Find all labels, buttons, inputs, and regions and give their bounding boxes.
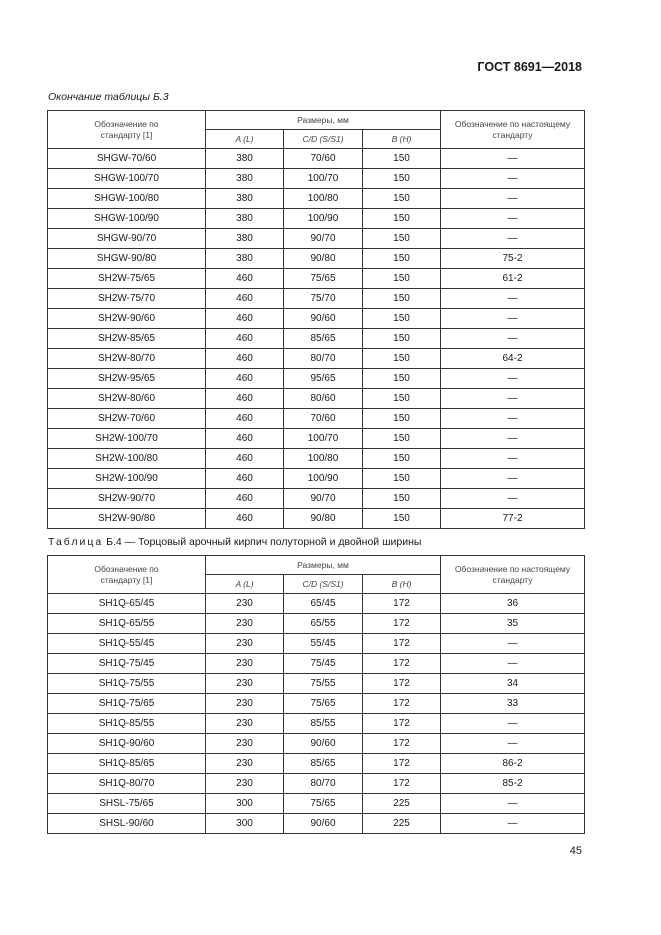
table-cell: —: [441, 634, 585, 654]
table-cell: 150: [363, 329, 441, 349]
table-cell: 380: [206, 149, 284, 169]
table-cell: 460: [206, 469, 284, 489]
table-row: [48, 469, 585, 489]
table-cell: 230: [206, 674, 284, 694]
header-designation: Обозначение по стандарту [1]: [48, 556, 206, 594]
table-cell: 230: [206, 754, 284, 774]
table-cell: 65/55: [284, 614, 363, 634]
table-row: [48, 189, 585, 209]
table-cell: —: [441, 409, 585, 429]
table-row: [48, 754, 585, 774]
table-cell: 85/55: [284, 714, 363, 734]
table-cell: 150: [363, 249, 441, 269]
header-b: B (H): [363, 575, 441, 594]
table-cell: 230: [206, 654, 284, 674]
table-row: [48, 249, 585, 269]
header-current-designation: Обозначение по настоящему стандарту: [441, 111, 585, 149]
table-cell: —: [441, 489, 585, 509]
table-cell: 150: [363, 169, 441, 189]
table-cell: 172: [363, 754, 441, 774]
table-cell: 90/70: [284, 489, 363, 509]
table-cell: 460: [206, 509, 284, 529]
table-cell: 172: [363, 594, 441, 614]
table-cell: 150: [363, 349, 441, 369]
page-number: 45: [569, 845, 582, 857]
table-cell: 64-2: [441, 349, 585, 369]
table-cell: SHGW-100/80: [48, 189, 206, 209]
table-cell: 150: [363, 149, 441, 169]
table-cell: 150: [363, 429, 441, 449]
table-cell: SH2W-80/60: [48, 389, 206, 409]
table-row: [48, 269, 585, 289]
table-cell: 70/60: [284, 149, 363, 169]
table-cell: 33: [441, 694, 585, 714]
table-cell: 150: [363, 369, 441, 389]
table-cell: 75-2: [441, 249, 585, 269]
table-cell: 230: [206, 634, 284, 654]
table-cell: SH2W-75/65: [48, 269, 206, 289]
table-cell: 150: [363, 269, 441, 289]
table-cell: 172: [363, 734, 441, 754]
table-cell: 80/60: [284, 389, 363, 409]
header-c: C/D (S/S1): [284, 575, 363, 594]
table-cell: SH2W-85/65: [48, 329, 206, 349]
table-cell: 95/65: [284, 369, 363, 389]
table-cell: SHGW-100/70: [48, 169, 206, 189]
table-cell: 460: [206, 289, 284, 309]
table-cell: 75/45: [284, 654, 363, 674]
table-cell: 100/70: [284, 169, 363, 189]
table-cell: 90/80: [284, 509, 363, 529]
table-cell: 380: [206, 189, 284, 209]
header-a: A (L): [206, 130, 284, 149]
table-cell: SHGW-70/60: [48, 149, 206, 169]
table-cell: 230: [206, 774, 284, 794]
table-cell: SH1Q-80/70: [48, 774, 206, 794]
table-cell: 380: [206, 229, 284, 249]
table-row: [48, 329, 585, 349]
table-row: [48, 794, 585, 814]
table-row: [48, 714, 585, 734]
table-cell: 36: [441, 594, 585, 614]
table-cell: 230: [206, 614, 284, 634]
table-cell: 77-2: [441, 509, 585, 529]
table1-caption: Окончание таблицы Б.3: [48, 91, 169, 103]
table-row: [48, 694, 585, 714]
table-cell: 230: [206, 714, 284, 734]
table-cell: 230: [206, 694, 284, 714]
table-cell: 380: [206, 249, 284, 269]
table-cell: 150: [363, 489, 441, 509]
table-cell: —: [441, 814, 585, 834]
table-cell: —: [441, 449, 585, 469]
table-cell: 90/70: [284, 229, 363, 249]
table-row: [48, 814, 585, 834]
table-cell: SH1Q-85/55: [48, 714, 206, 734]
table2-caption-text: Б.4 — Торцовый арочный кирпич полуторной и двойной ширины: [106, 536, 422, 548]
table-cell: 230: [206, 594, 284, 614]
table-cell: 460: [206, 429, 284, 449]
table-cell: SH2W-100/90: [48, 469, 206, 489]
table-cell: —: [441, 794, 585, 814]
table-cell: 225: [363, 794, 441, 814]
table-cell: 172: [363, 714, 441, 734]
table-cell: SH2W-100/70: [48, 429, 206, 449]
table-cell: SH2W-75/70: [48, 289, 206, 309]
table-cell: 70/60: [284, 409, 363, 429]
table-cell: SH2W-90/80: [48, 509, 206, 529]
table-cell: 85/65: [284, 329, 363, 349]
table-cell: 225: [363, 814, 441, 834]
table-cell: 150: [363, 209, 441, 229]
table-cell: 150: [363, 469, 441, 489]
table-row: [48, 489, 585, 509]
document-standard-number: ГОСТ 8691—2018: [477, 60, 582, 74]
table-cell: —: [441, 654, 585, 674]
table-cell: 460: [206, 329, 284, 349]
table-cell: 150: [363, 229, 441, 249]
table-cell: 100/90: [284, 209, 363, 229]
table-cell: 75/65: [284, 794, 363, 814]
header-dimensions: Размеры, мм: [206, 556, 441, 575]
table-row: [48, 289, 585, 309]
header-a: A (L): [206, 575, 284, 594]
table-cell: 75/55: [284, 674, 363, 694]
table-cell: 34: [441, 674, 585, 694]
table-cell: 172: [363, 774, 441, 794]
table-cell: 75/65: [284, 694, 363, 714]
table-cell: SHSL-75/65: [48, 794, 206, 814]
table-row: [48, 634, 585, 654]
table-cell: SH1Q-75/45: [48, 654, 206, 674]
table-cell: 380: [206, 169, 284, 189]
table-cell: 380: [206, 209, 284, 229]
table-cell: —: [441, 169, 585, 189]
table-cell: 300: [206, 814, 284, 834]
table-cell: SH1Q-85/65: [48, 754, 206, 774]
table-cell: 460: [206, 489, 284, 509]
table-cell: 150: [363, 509, 441, 529]
table-cell: 90/60: [284, 814, 363, 834]
table-cell: 460: [206, 449, 284, 469]
table-cell: 55/45: [284, 634, 363, 654]
table-cell: 75/70: [284, 289, 363, 309]
table-cell: 85-2: [441, 774, 585, 794]
table-cell: —: [441, 289, 585, 309]
table-cell: SHGW-90/80: [48, 249, 206, 269]
table-row: [48, 654, 585, 674]
table-cell: SH1Q-65/55: [48, 614, 206, 634]
table-cell: 230: [206, 734, 284, 754]
table-row: [48, 674, 585, 694]
table-cell: SH2W-95/65: [48, 369, 206, 389]
table-cell: 150: [363, 309, 441, 329]
table-cell: SH1Q-90/60: [48, 734, 206, 754]
table-cell: 35: [441, 614, 585, 634]
table-cell: 85/65: [284, 754, 363, 774]
table-cell: 150: [363, 449, 441, 469]
table-row: [48, 614, 585, 634]
table-cell: 75/65: [284, 269, 363, 289]
table-cell: —: [441, 229, 585, 249]
table-cell: SH1Q-65/45: [48, 594, 206, 614]
table-cell: 100/80: [284, 449, 363, 469]
header-current-designation: Обозначение по настоящему стандарту: [441, 556, 585, 594]
table2-caption-label: Таблица: [48, 536, 104, 548]
table-cell: 90/60: [284, 309, 363, 329]
header-dimensions: Размеры, мм: [206, 111, 441, 130]
table-row: [48, 449, 585, 469]
table-cell: 172: [363, 674, 441, 694]
table-cell: —: [441, 309, 585, 329]
table-cell: 150: [363, 189, 441, 209]
table-cell: —: [441, 429, 585, 449]
table-cell: SH1Q-75/65: [48, 694, 206, 714]
table-cell: 460: [206, 309, 284, 329]
table-cell: —: [441, 389, 585, 409]
table-cell: 150: [363, 289, 441, 309]
table-cell: SH2W-70/60: [48, 409, 206, 429]
table-b3: [47, 110, 585, 529]
table-row: [48, 389, 585, 409]
table-cell: —: [441, 714, 585, 734]
table-cell: SH1Q-55/45: [48, 634, 206, 654]
table-row: [48, 594, 585, 614]
table-cell: 172: [363, 694, 441, 714]
header-c: C/D (S/S1): [284, 130, 363, 149]
table-cell: SH2W-90/60: [48, 309, 206, 329]
table-cell: 172: [363, 634, 441, 654]
table-cell: 100/80: [284, 189, 363, 209]
table-cell: 460: [206, 269, 284, 289]
table2-caption: [48, 536, 421, 548]
table-row: [48, 209, 585, 229]
table-cell: SH2W-80/70: [48, 349, 206, 369]
table-cell: 80/70: [284, 774, 363, 794]
table-row: [48, 169, 585, 189]
table-row: [48, 229, 585, 249]
table-cell: 65/45: [284, 594, 363, 614]
table-cell: —: [441, 734, 585, 754]
table-cell: 90/60: [284, 734, 363, 754]
table-cell: SHGW-100/90: [48, 209, 206, 229]
table-cell: 150: [363, 389, 441, 409]
table-cell: SH2W-100/80: [48, 449, 206, 469]
header-b: B (H): [363, 130, 441, 149]
table-row: [48, 149, 585, 169]
table-cell: 460: [206, 389, 284, 409]
header-designation: Обозначение по стандарту [1]: [48, 111, 206, 149]
table-row: [48, 369, 585, 389]
table-row: [48, 429, 585, 449]
table-cell: —: [441, 189, 585, 209]
table-cell: —: [441, 149, 585, 169]
table-cell: 100/90: [284, 469, 363, 489]
table-row: [48, 309, 585, 329]
table-cell: SH1Q-75/55: [48, 674, 206, 694]
table-row: [48, 774, 585, 794]
table-cell: 172: [363, 654, 441, 674]
table-row: [48, 409, 585, 429]
table-cell: 300: [206, 794, 284, 814]
table-cell: 61-2: [441, 269, 585, 289]
table-cell: 86-2: [441, 754, 585, 774]
table-row: [48, 509, 585, 529]
table-cell: 100/70: [284, 429, 363, 449]
table-cell: 460: [206, 409, 284, 429]
table-cell: —: [441, 329, 585, 349]
table-row: [48, 349, 585, 369]
table-row: [48, 734, 585, 754]
table-cell: —: [441, 469, 585, 489]
table-cell: 80/70: [284, 349, 363, 369]
table-cell: 172: [363, 614, 441, 634]
table-cell: 460: [206, 349, 284, 369]
table-cell: —: [441, 369, 585, 389]
table-cell: 460: [206, 369, 284, 389]
table-cell: 90/80: [284, 249, 363, 269]
table-b4: [47, 555, 585, 834]
table-cell: —: [441, 209, 585, 229]
table-cell: SHGW-90/70: [48, 229, 206, 249]
table-cell: 150: [363, 409, 441, 429]
table-cell: SHSL-90/60: [48, 814, 206, 834]
table-cell: SH2W-90/70: [48, 489, 206, 509]
